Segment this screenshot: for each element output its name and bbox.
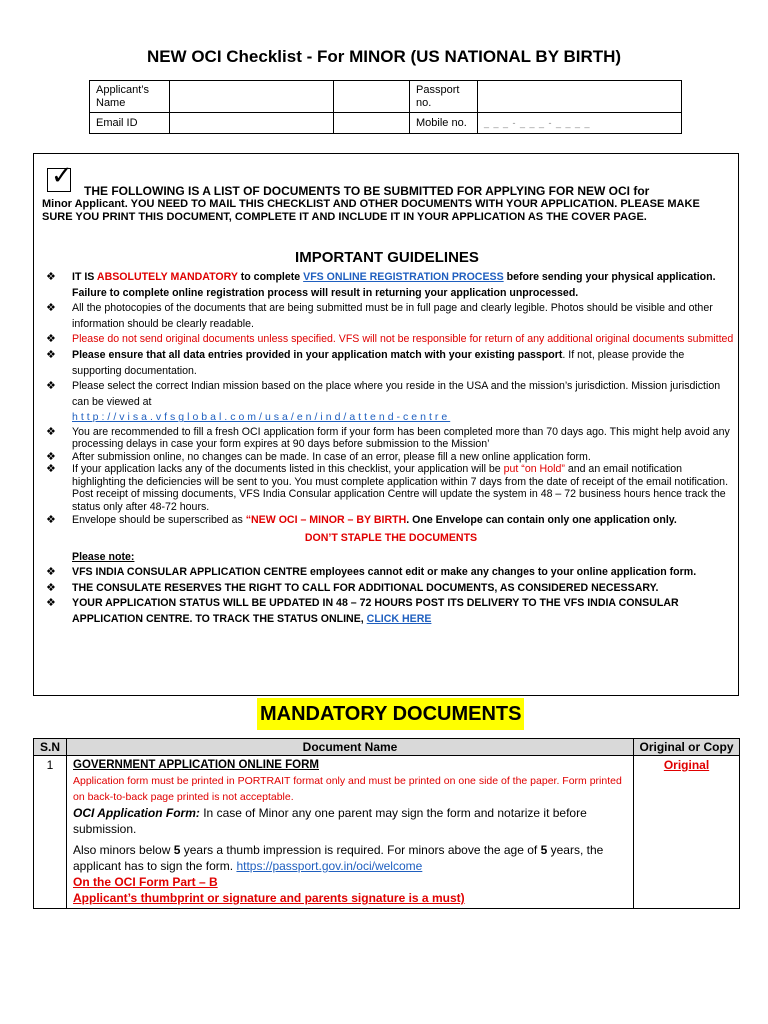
mobile-label: Mobile no. [410,113,478,134]
guidelines-box [33,153,739,696]
header-original-or-copy: Original or Copy [634,739,740,756]
diamond-bullet-icon: ❖ [46,597,56,610]
page-title: NEW OCI Checklist - For MINOR (US NATIONAL BY BIRTH) [146,47,622,66]
applicant-info-table [89,80,682,134]
list-item: ❖ YOUR APPLICATION STATUS WILL BE UPDATED IN 48 – 72 HOURS POST ITS DELIVERY TO THE VFS INDIA CONSULAR APPLICATION CENTRE. TO TRACK THE STATUS ONLINE, CLICK HERE [46,597,679,625]
diamond-bullet-icon: ❖ [46,581,56,594]
diamond-bullet-icon: ❖ [46,348,56,361]
row-document-details [67,756,634,909]
passport-field[interactable] [478,81,682,113]
vfs-registration-link[interactable]: VFS ONLINE REGISTRATION PROCESS [303,271,504,283]
list-item: ❖ VFS INDIA CONSULAR APPLICATION CENTRE employees cannot edit or make any changes to your online application form. [46,565,736,581]
track-status-link[interactable]: CLICK HERE [366,613,432,625]
applicant-name-label: Applicant’s Name [90,81,170,113]
list-item: ❖ Please ensure that all data entries provided in your application match with your existing passport. If not, please provide the supporting documentation. [46,348,685,377]
email-field[interactable] [170,113,334,134]
mobile-field[interactable] [478,113,682,134]
email-label: Email ID [90,113,170,134]
list-item: ❖ You are recommended to fill a fresh OCI application form if your form has been completed more than 70 days ago. This might help avoid any processing delays in case your form expires at 90 days before submission to the Mission’ [46,425,730,451]
intro-text: THE FOLLOWING IS A LIST OF DOCUMENTS TO BE SUBMITTED FOR APPLYING FOR NEW OCI for Minor Applicant. YOU NEED TO MAIL THIS CHECKLIST AND OTHER DOCUMENTS WITH YOUR APPLICATION. PLEASE MAKE SURE YOU PRINT THIS DOCUMENT, COMPLETE IT AND INCLUDE IT IN YOUR APPLICATION AS THE COVER PAGE. [42,184,700,223]
diamond-bullet-icon: ❖ [46,463,56,476]
list-item: ❖ Please do not send original documents unless specified. VFS will not be responsible for return of any additional original documents submitted [46,332,736,348]
header-sn: S.N [34,739,67,756]
document-name: GOVERNMENT APPLICATION ONLINE FORM [73,759,319,771]
documents-table [33,738,740,909]
list-item: ❖ All the photocopies of the documents that are being submitted must be in full page and clearly legible. Photos should be visible and other information should be clearly readable. [46,302,713,330]
mission-jurisdiction-link[interactable]: http://visa.vfsglobal.com/usa/en/ind/attend-centre [72,411,451,424]
list-item: ❖ IT IS ABSOLUTELY MANDATORY to complete VFS ONLINE REGISTRATION PROCESS before sending your physical application. Failure to complete online registration process will result in returning your application unprocessed. [46,271,716,299]
list-item: ❖ After submission online, no changes can be made. In case of an error, please fill a new online application form. [46,450,591,463]
mandatory-documents-heading: MANDATORY DOCUMENTS [257,698,524,730]
header-document-name: Document Name [67,739,634,756]
diamond-bullet-icon: ❖ [46,450,56,463]
thumbprint-note: Applicant’s thumbprint or signature and parents signature is a must) [73,891,465,905]
guidelines-title: IMPORTANT GUIDELINES [295,249,479,266]
no-staple-notice: DON’T STAPLE THE DOCUMENTS [304,532,478,545]
diamond-bullet-icon: ❖ [46,566,56,579]
blank-cell [334,113,410,134]
guidelines-list [46,270,736,628]
diamond-bullet-icon: ❖ [46,380,56,393]
row-sn: 1 [34,756,67,909]
diamond-bullet-icon: ❖ [46,333,56,346]
minor-thumb-note: Also minors below 5 years a thumb impression is required. For minors above the age of 5 years, the applicant has to sign the form. https://passport.gov.in/oci/welcome [73,843,604,873]
blank-cell [334,81,410,113]
diamond-bullet-icon: ❖ [46,425,56,438]
diamond-bullet-icon: ❖ [46,514,56,527]
diamond-bullet-icon: ❖ [46,271,56,283]
list-item: ❖ Please select the correct Indian mission based on the place where you reside in the USA and the mission’s jurisdiction. Mission jurisdiction can be viewed at http://visa.vfsglobal.com/usa/en/ind/attend-centre [46,380,721,424]
please-note-heading: Please note: [72,550,135,563]
list-item: ❖ If your application lacks any of the documents listed in this checklist, your application will be put “on Hold” and an email notification highlighting the deficiencies will be sent to you. You must complete application within 7 days from the date of receipt of the email notification. Post receipt of missing documents, VFS India Consular application Centre will update the system in 48 – 72 business hours hence track the status only after 48-72 hours. [46,463,729,513]
oci-form-note: OCI Application Form: In case of Minor any one parent may sign the form and notarize it before submission. [73,806,587,836]
row-type: Original [634,756,740,909]
print-note: Application form must be printed in PORTRAIT format only and must be printed on one side of the paper. Form printed on back-to-back page printed is not acceptable. [73,775,622,803]
diamond-bullet-icon: ❖ [46,302,56,315]
checkmark-icon: ✓ [47,168,71,192]
applicant-name-field[interactable] [170,81,334,113]
list-item: ❖ THE CONSULATE RESERVES THE RIGHT TO CALL FOR ADDITIONAL DOCUMENTS, AS CONSIDERED NECESSARY. [46,581,736,597]
passport-oci-link[interactable]: https://passport.gov.in/oci/welcome [236,859,423,873]
list-item: ❖ Envelope should be superscribed as “NEW OCI – MINOR – BY BIRTH. One Envelope can contain only one application only. [46,513,736,529]
part-b-heading: On the OCI Form Part – B [73,875,218,889]
passport-label: Passport no. [410,81,478,113]
table-row [34,756,740,909]
mobile-placeholder: _ _ _ - _ _ _ - _ _ _ _ [484,117,591,128]
